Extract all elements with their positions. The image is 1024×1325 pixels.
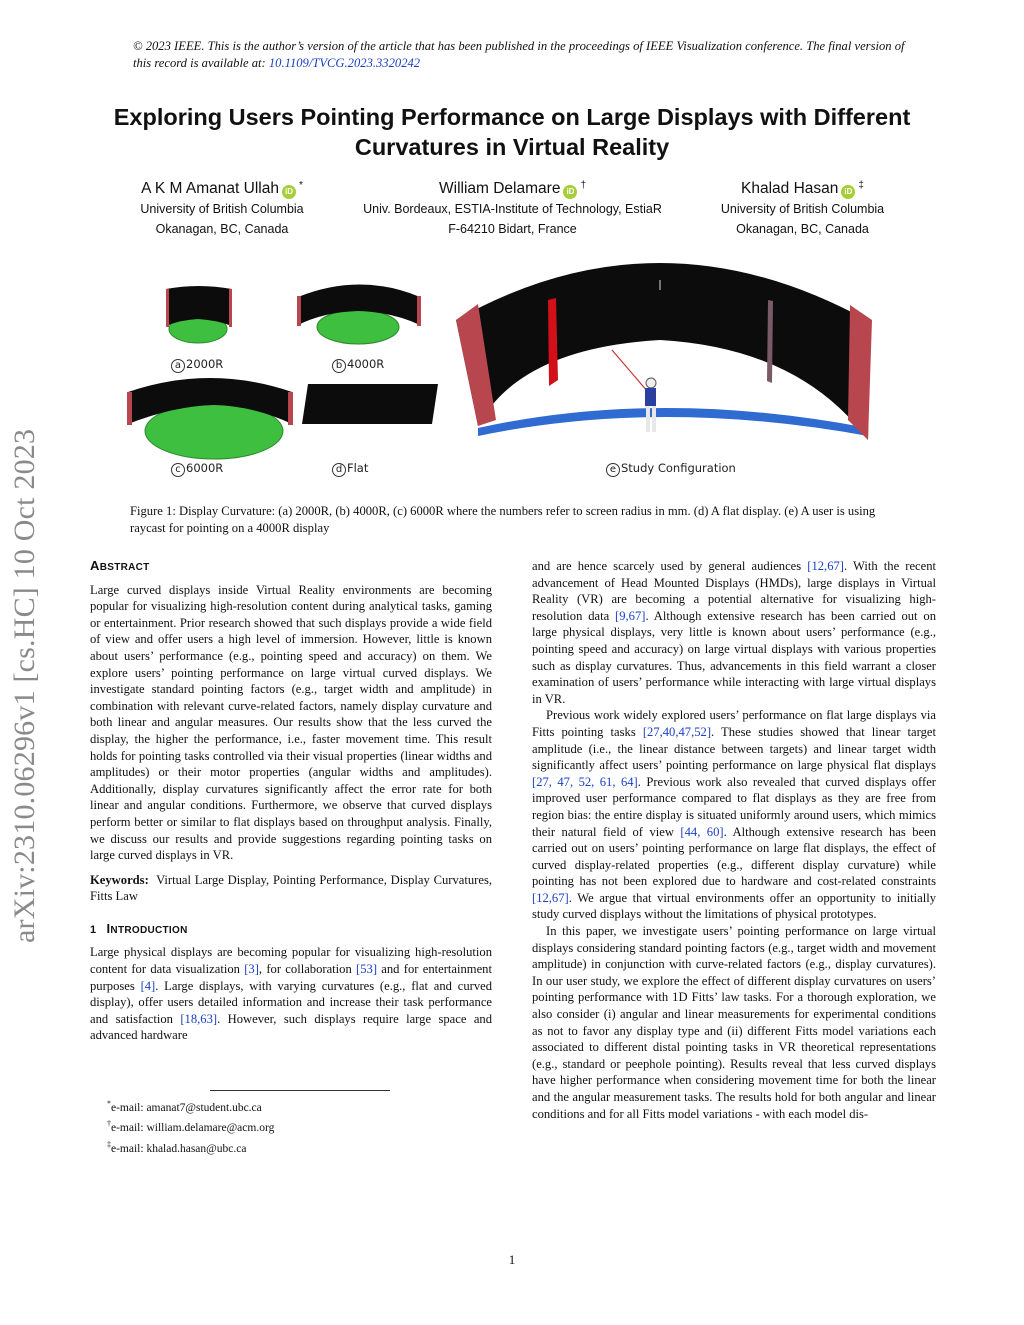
footnote-2: †e-mail: william.delamare@acm.org: [107, 1119, 275, 1135]
text-run: . Previous work also revealed that curved displays offer improved user performance compared to flat displays as they are free from region bias: the entire display is situated uniformly around users, which mimics their natural field of view: [532, 774, 936, 839]
left-column: [90, 558, 492, 1044]
author-name: William Delamare: [439, 180, 561, 197]
subfigure-label-c: 6000R: [186, 461, 224, 475]
intro-paragraph-2: [532, 707, 936, 923]
author-name: Khalad Hasan: [741, 180, 839, 197]
citation-link[interactable]: [9,67]: [615, 608, 646, 623]
author-mark: †: [580, 180, 586, 191]
abstract-heading: ABSTRACT: [90, 558, 150, 573]
text-run: and are hence scarcely used by general audiences: [532, 559, 808, 573]
right-column: [532, 558, 936, 1122]
arxiv-stamp: arXiv:2310.06296v1 [cs.HC] 10 Oct 2023: [8, 428, 41, 943]
intro-heading: 1 INTRODUCTION: [90, 920, 188, 936]
subfigure-label-b: 4000R: [347, 357, 385, 371]
author-affiliation: University of British Columbia: [140, 202, 304, 216]
citation-link[interactable]: [27,40,47,52]: [642, 724, 712, 739]
footnote-rule: [210, 1090, 390, 1091]
keywords-text: Virtual Large Display, Pointing Performance, Display Curvatures, Fitts Law: [90, 872, 492, 904]
figure-label-b: [332, 357, 384, 373]
notice-text: © 2023 IEEE. This is the author’s version of the article that has been published in the proceedings of IEEE Visualization conference. The final version of this record is available at:: [133, 39, 905, 70]
copyright-notice: [133, 38, 913, 72]
subfigure-letter-d: d: [332, 463, 346, 477]
text-run: . Large displays, with varying curvatures (e.g., flat and curved display), offer users detailed information and increase their task performance and satisfaction: [90, 978, 492, 1026]
author-mark: ‡: [858, 180, 864, 191]
doi-link[interactable]: 10.1109/TVCG.2023.3320242: [268, 56, 421, 70]
display-4000r-image: [297, 285, 421, 345]
abstract-heading-rest: BSTRACT: [99, 562, 150, 573]
citation-link[interactable]: [3]: [244, 962, 259, 977]
figure-1: [0, 0, 1024, 500]
text-run: Previous work widely explored users’ performance on flat large displays via Fitts pointing tasks: [532, 708, 936, 739]
text-run: Large physical displays are becoming popular for visualizing high-resolution content for data visualization: [90, 945, 492, 977]
orcid-icon[interactable]: iD: [282, 185, 296, 199]
author-affiliation: University of British Columbia: [720, 202, 885, 216]
section-number: 1: [90, 923, 97, 936]
display-2000r-image: [166, 286, 232, 343]
citation-link[interactable]: [27, 47, 52, 61, 64]: [532, 774, 638, 789]
footnotes: [107, 1096, 274, 1157]
citation-link[interactable]: [18,63]: [180, 1011, 218, 1026]
citation-link[interactable]: [53]: [356, 962, 378, 977]
figure-label-e: [606, 461, 736, 477]
citation-link[interactable]: [4]: [140, 978, 156, 993]
author-mark: *: [298, 180, 303, 191]
display-6000r-image: [127, 378, 293, 459]
author-block-2: [345, 176, 680, 239]
subfigure-letter-b: b: [332, 359, 346, 373]
display-flat-image: [302, 384, 438, 424]
author-block-3: [700, 176, 905, 239]
figure-illustration: [0, 0, 1024, 500]
orcid-icon[interactable]: iD: [841, 185, 855, 199]
text-run: . Although extensive research has been carried out on large physical displays, very little is known about users’ performance (e.g., pointing speed and accuracy) on large virtual displays with various properties such as display curvatures. Thus, advancements in this field warrant a closer examination of users’ performance while interacting with large virtual displays in VR.: [532, 608, 936, 706]
abstract-text: Large curved displays inside Virtual Reality environments are becoming popular for visualizing high-resolution content during analytical tasks, gaming or entertainment. Prior research showed that such displays provide a wide field of view and offer users a high level of immersion. However, little is known about users’ performance (e.g., pointing speed and accuracy) on them. We explore users’ pointing performance on large virtual curved displays. We investigate standard pointing factors (e.g., target width and amplitude) in combination with relevant curve-related factors, namely display curvature and both linear and angular measures. Our results show that the less curved the display, the higher the performance, i.e., faster movement time. This result holds for pointing tasks controlled via their visual properties (linear widths and amplitudes) or their motor properties (angular widths and amplitudes). Additionally, display curvatures significantly affect the error rate for both linear and angular conditions. Furthermore, we observe that curved displays perform better or similar to flat displays based on throughput analysis. Finally, we discuss our results and provide suggestions regarding pointing tasks on large curved displays in VR.: [90, 582, 492, 863]
study-configuration-image: [456, 263, 872, 440]
subfigure-letter-e: e: [606, 463, 620, 477]
text-run: and for entertainment purposes: [90, 962, 492, 993]
paper-title: Exploring Users Pointing Performance on Large Displays with Different Curvatures in Virtual Reality: [113, 104, 911, 160]
author-location: Okanagan, BC, Canada: [155, 222, 289, 236]
author-location: F-64210 Bidart, France: [448, 222, 577, 236]
citation-link[interactable]: [12,67]: [807, 559, 844, 573]
figure-label-c: [171, 461, 223, 477]
page-number: 1: [508, 1252, 516, 1267]
citation-link[interactable]: [12,67]: [532, 890, 569, 905]
text-run: , for collaboration: [258, 962, 357, 977]
author-block-1: [117, 176, 327, 239]
subfigure-letter-c: c: [171, 463, 185, 477]
footnote-3: ‡e-mail: khalad.hasan@ubc.ca: [107, 1139, 247, 1155]
intro-paragraph-3: In this paper, we investigate users’ pointing performance on large virtual displays considering standard pointing factors (e.g., target width and movement amplitude) in conjunction with curve-related factors (e.g., display curvatures). In our user study, we explore the effect of different display curvatures on users’ pointing performance with 1D Fitts’ law tasks. For a thorough exploration, we also consider (i) angular and linear measurements for experimental conditions as not to favor any display type and (ii) different Fitts model variations each associated to different distal pointing tasks in VR theoretical representations (e.g., standard or peephole pointing). Results reveal that less curved displays have higher performance when considering movement time for both the linear and the angular measurement tasks. The results hold for both angular and linear conditions and for all Fitts model variations - with each model dis-: [532, 924, 936, 1121]
figure-label-a: [171, 357, 223, 373]
author-affiliation: Univ. Bordeaux, ESTIA-Institute of Technology, EstiaR: [363, 202, 662, 216]
keywords-label: Keywords:: [90, 872, 149, 887]
author-name: A K M Amanat Ullah: [141, 180, 279, 197]
text-run: . With the recent advancement of Head Mounted Displays (HMDs), large displays in Virtual Reality (VR) are becoming a potential alternative for visualizing high-resolution data: [532, 559, 937, 623]
subfigure-label-d: Flat: [347, 461, 369, 475]
orcid-icon[interactable]: iD: [563, 185, 577, 199]
author-location: Okanagan, BC, Canada: [736, 222, 869, 236]
text-run: . These studies showed that linear target amplitude (i.e., the linear distance between targets) and linear target width significantly affect users’ pointing performance on large physical flat displays: [532, 724, 936, 773]
keywords: [90, 872, 492, 905]
text-run: . Although extensive research has been carried out on users’ pointing performance on large flat displays, the effect of curved display-related properties (e.g., different display curvature) while pointing has not been explored due to hardware and cost-related constraints: [532, 824, 936, 889]
text-run: . However, such displays require large space and advanced hardware: [90, 1011, 492, 1043]
subfigure-label-e: Study Configuration: [621, 461, 736, 475]
figure-label-d: [332, 461, 368, 477]
intro-paragraph-1: [90, 944, 492, 1044]
citation-link[interactable]: [44, 60]: [680, 824, 724, 839]
subfigure-label-a: 2000R: [186, 357, 224, 371]
text-run: . We argue that virtual environments offer an opportunity to initially study curved displays without the limitations of physical prototypes.: [532, 890, 936, 922]
figure-caption: Figure 1: Display Curvature: (a) 2000R, (b) 4000R, (c) 6000R where the numbers refer to screen radius in mm. (d) A flat display. (e) A user is using raycast for pointing on a 4000R display: [130, 504, 876, 535]
subfigure-letter-a: a: [171, 359, 185, 373]
intro-heading-rest: NTRODUCTION: [110, 924, 188, 936]
footnote-1: *e-mail: amanat7@student.ubc.ca: [107, 1099, 262, 1114]
intro-paragraph-1-continued: [532, 558, 936, 707]
